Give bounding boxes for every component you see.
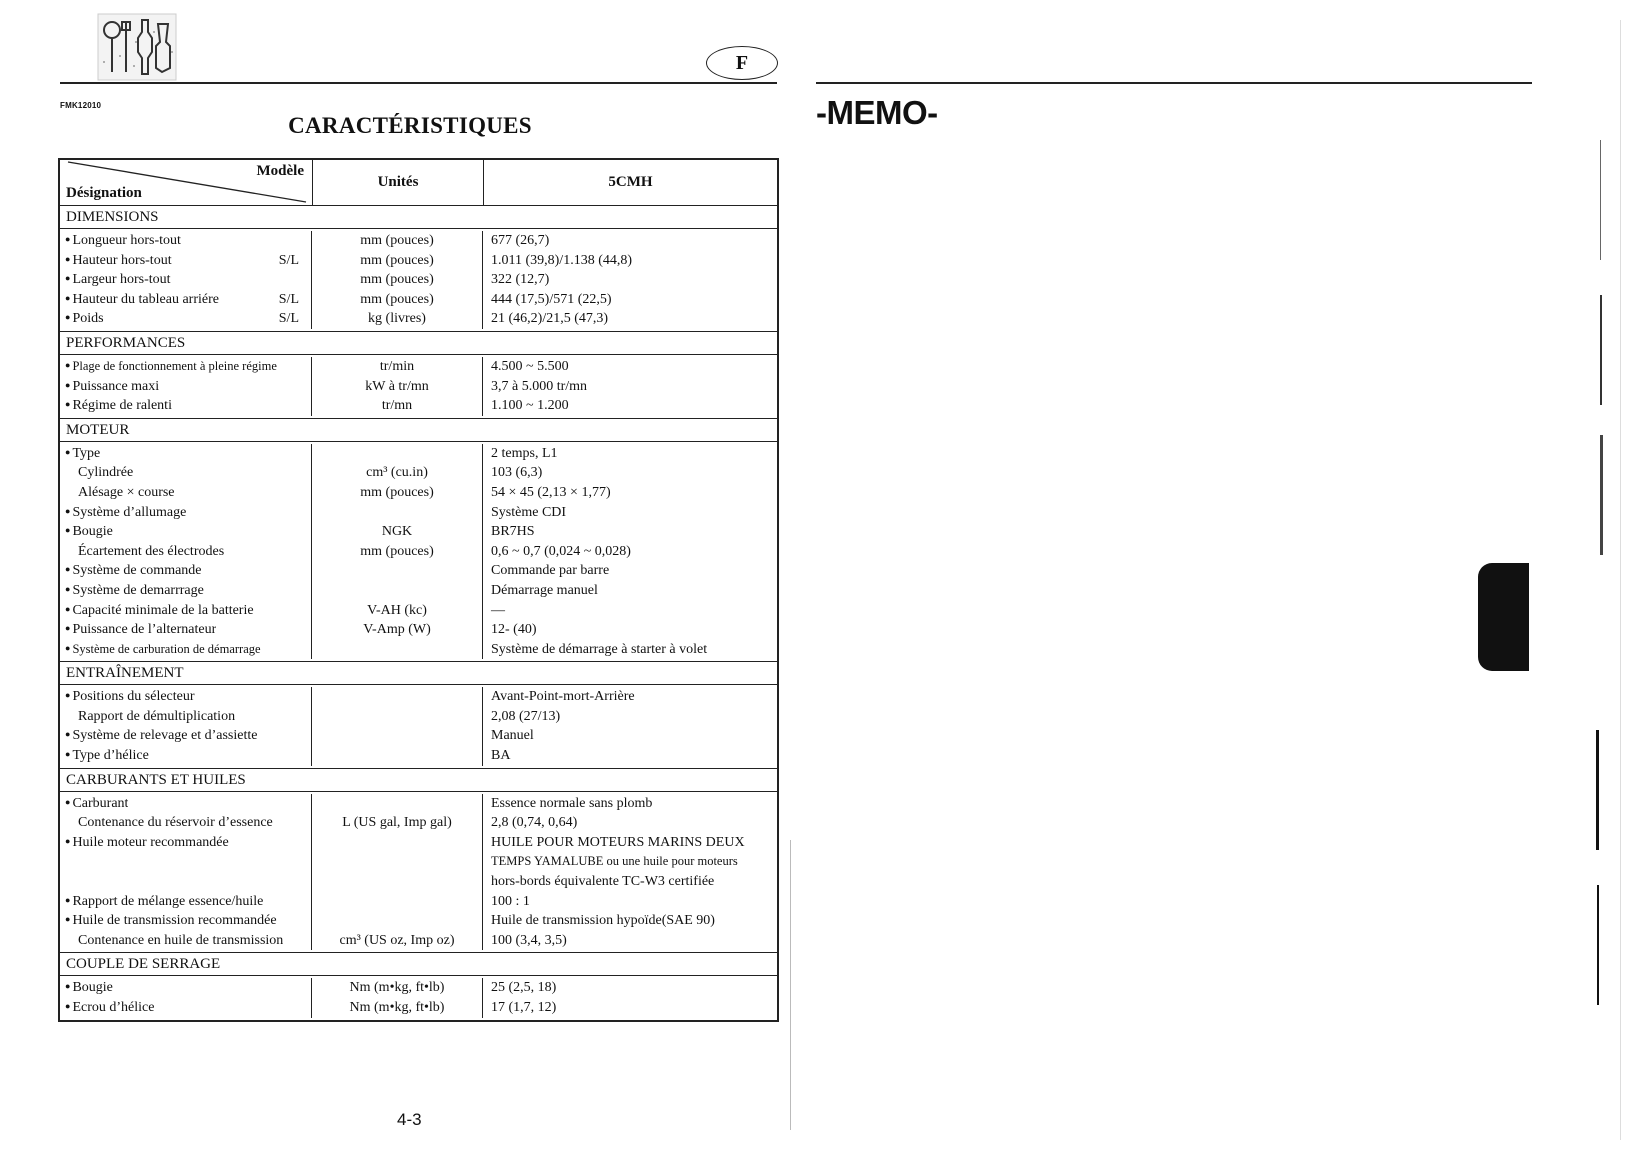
row-unit: cm³ (US oz, Imp oz) — [339, 932, 455, 948]
row-unit — [312, 833, 482, 853]
unit-column — [312, 357, 483, 416]
row-unit — [312, 707, 482, 727]
header-model-name: 5CMH — [608, 173, 653, 190]
designation-column — [60, 231, 312, 329]
row-value: 1.011 (39,8)/1.138 (44,8) — [491, 252, 633, 268]
designation-column — [60, 978, 312, 1017]
row-unit — [312, 746, 482, 766]
row-designation — [65, 911, 299, 931]
row-designation — [65, 707, 299, 727]
row-label: ● Bougie — [65, 522, 113, 542]
row-label: ● Rapport de mélange essence/huile — [65, 892, 263, 912]
row-designation — [65, 620, 299, 640]
row-suffix: S/L — [278, 311, 299, 327]
row-label: ● Largeur hors-tout — [65, 270, 171, 290]
row-label: ● Carburant — [65, 794, 128, 814]
page-number: 4-3 — [397, 1110, 422, 1129]
row-label: ● Plage de fonctionnement à pleine régime — [65, 357, 277, 377]
section-title: MOTEUR — [60, 419, 777, 442]
unit-column — [312, 231, 483, 329]
row-label: ● Hauteur hors-tout — [65, 251, 172, 271]
row-designation — [65, 522, 299, 542]
row-value: 444 (17,5)/571 (22,5) — [491, 291, 612, 307]
header-rule-left — [60, 82, 777, 84]
row-value: 322 (12,7) — [491, 272, 550, 288]
section-rows — [60, 976, 777, 1019]
row-designation — [65, 978, 299, 998]
row-value: 100 (3,4, 3,5) — [491, 932, 567, 948]
row-value: hors-bords équivalente TC-W3 certifiée — [491, 874, 715, 890]
section-rows — [60, 442, 777, 663]
row-designation — [65, 542, 299, 562]
header-modele: Modèle — [256, 163, 304, 179]
row-unit — [312, 872, 482, 892]
row-unit: mm (pouces) — [360, 272, 434, 288]
unit-column — [312, 444, 483, 660]
row-value: 100 : 1 — [491, 893, 530, 909]
row-label: ● Longueur hors-tout — [65, 231, 181, 251]
row-value: TEMPS YAMALUBE ou une huile pour moteurs — [491, 854, 738, 869]
row-value: BA — [491, 748, 511, 764]
row-unit — [312, 581, 482, 601]
center-fold-line — [790, 840, 791, 1130]
section-title: DIMENSIONS — [60, 206, 777, 229]
designation-column — [60, 794, 312, 951]
row-designation — [65, 687, 299, 707]
row-designation — [65, 483, 299, 503]
row-label: Contenance en huile de transmission — [78, 932, 284, 948]
row-label: ● Huile de transmission recommandée — [65, 911, 277, 931]
row-value: 103 (6,3) — [491, 465, 543, 481]
row-value: Manuel — [491, 728, 534, 744]
row-value: 17 (1,7, 12) — [491, 1000, 557, 1015]
row-designation — [65, 833, 299, 853]
row-unit — [312, 794, 482, 814]
margin-bar-5 — [1597, 885, 1599, 1005]
value-column — [483, 794, 777, 951]
designation-column — [60, 687, 312, 765]
row-designation — [65, 463, 299, 483]
row-label: ● Système de relevage et d’assiette — [65, 726, 257, 746]
edge-noise-line — [1620, 20, 1621, 1140]
section-title: CARBURANTS ET HUILES — [60, 769, 777, 792]
section-rows — [60, 792, 777, 954]
row-designation — [65, 357, 299, 377]
tools-logo-icon — [96, 12, 178, 82]
row-unit — [312, 726, 482, 746]
row-value: Avant-Point-mort-Arrière — [491, 689, 635, 705]
memo-title: -MEMO- — [816, 94, 938, 131]
row-designation — [65, 377, 299, 397]
value-column — [483, 231, 777, 329]
value-column — [483, 687, 777, 765]
row-label: ● Hauteur du tableau arriére — [65, 290, 219, 310]
row-designation — [65, 872, 299, 892]
row-unit — [312, 503, 482, 523]
row-unit — [312, 911, 482, 931]
row-label: ● Bougie — [65, 978, 113, 998]
header-unites: Unités — [313, 160, 484, 205]
row-unit: tr/min — [379, 358, 415, 374]
spec-table — [58, 158, 779, 1022]
row-unit: mm (pouces) — [360, 252, 434, 268]
row-value: — — [491, 602, 505, 618]
row-designation — [65, 561, 299, 581]
section-title: COUPLE DE SERRAGE — [60, 953, 777, 976]
row-designation — [65, 396, 299, 416]
value-column — [483, 444, 777, 660]
row-label: Cylindrée — [78, 465, 134, 481]
row-unit: mm (pouces) — [360, 484, 434, 500]
margin-bar-2 — [1600, 295, 1602, 405]
section-thumb-tab — [1478, 563, 1529, 671]
row-label: ● Huile moteur recommandée — [65, 833, 229, 853]
row-unit: L (US gal, Imp gal) — [342, 815, 452, 831]
row-value: Démarrage manuel — [491, 582, 598, 598]
row-unit: kg (livres) — [368, 311, 426, 327]
row-label: Rapport de démultiplication — [78, 708, 236, 724]
row-designation — [65, 746, 299, 766]
row-label: ● Régime de ralenti — [65, 396, 172, 416]
row-designation — [65, 892, 299, 912]
margin-bar-3 — [1600, 435, 1603, 555]
value-column — [483, 357, 777, 416]
row-value: 0,6 ~ 0,7 (0,024 ~ 0,028) — [491, 543, 631, 559]
unit-column — [312, 978, 483, 1017]
row-unit: mm (pouces) — [360, 543, 434, 559]
row-designation — [65, 503, 299, 523]
row-unit — [312, 444, 482, 464]
row-suffix: S/L — [278, 252, 299, 268]
value-column — [483, 978, 777, 1017]
row-suffix: S/L — [278, 291, 299, 307]
section-title: PERFORMANCES — [60, 332, 777, 355]
row-value: 1.100 ~ 1.200 — [491, 398, 569, 414]
row-unit: Nm (m•kg, ft•lb) — [349, 980, 445, 996]
row-value: 4.500 ~ 5.500 — [491, 358, 569, 374]
row-value: Système de démarrage à starter à volet — [491, 641, 708, 657]
unit-column — [312, 794, 483, 951]
row-designation — [65, 290, 299, 310]
row-unit — [312, 561, 482, 581]
row-label: ● Capacité minimale de la batterie — [65, 601, 254, 621]
row-designation — [65, 309, 299, 329]
row-designation — [65, 231, 299, 251]
row-value: 677 (26,7) — [491, 233, 550, 248]
unit-column — [312, 687, 483, 765]
row-designation — [65, 931, 299, 951]
language-badge: F — [706, 46, 778, 80]
header-designation-model-cell — [60, 160, 313, 205]
row-unit — [312, 687, 482, 707]
page-title: CARACTÉRISTIQUES — [288, 113, 532, 138]
header-designation: Désignation — [66, 185, 142, 201]
designation-column — [60, 444, 312, 660]
margin-bar-4 — [1596, 730, 1599, 850]
row-designation — [65, 601, 299, 621]
section-rows — [60, 685, 777, 768]
row-unit: V-Amp (W) — [363, 622, 431, 638]
row-label: ● Système de demarrrage — [65, 581, 204, 601]
row-designation — [65, 444, 299, 464]
row-label: ● Poids — [65, 309, 104, 329]
margin-bar-1 — [1600, 140, 1601, 260]
row-value: HUILE POUR MOTEURS MARINS DEUX — [491, 834, 745, 850]
row-designation — [65, 726, 299, 746]
row-value: 12- (40) — [491, 622, 537, 638]
row-designation — [65, 794, 299, 814]
section-rows — [60, 229, 777, 332]
row-label: ● Puissance de l’alternateur — [65, 620, 216, 640]
row-value: 2,8 (0,74, 0,64) — [491, 815, 578, 831]
row-designation — [65, 270, 299, 290]
row-unit — [312, 892, 482, 912]
row-unit: mm (pouces) — [360, 233, 434, 248]
row-value: Huile de transmission hypoïde(SAE 90) — [491, 913, 715, 929]
row-unit: mm (pouces) — [360, 291, 434, 307]
row-label: ● Ecrou d’hélice — [65, 998, 154, 1018]
row-designation — [65, 640, 299, 660]
row-value: 2 temps, L1 — [491, 445, 558, 461]
designation-column — [60, 357, 312, 416]
row-label: Alésage × course — [78, 484, 175, 500]
row-label: ● Système de carburation de démarrage — [65, 640, 261, 660]
row-unit: cm³ (cu.in) — [366, 465, 428, 481]
row-unit: V-AH (kc) — [367, 602, 427, 618]
row-designation — [65, 581, 299, 601]
row-unit — [312, 640, 482, 660]
row-label: ● Type d’hélice — [65, 746, 149, 766]
row-designation — [65, 813, 299, 833]
spec-sections — [60, 206, 777, 1020]
row-unit: tr/mn — [381, 398, 413, 414]
row-label: ● Système d’allumage — [65, 503, 186, 523]
row-value: 3,7 à 5.000 tr/mn — [491, 378, 588, 394]
row-value: Commande par barre — [491, 563, 610, 579]
row-label: ● Système de commande — [65, 561, 202, 581]
row-label: Contenance du réservoir d’essence — [78, 815, 273, 831]
section-rows — [60, 355, 777, 419]
document-code: FMK12010 — [60, 101, 102, 110]
section-title: ENTRAÎNEMENT — [60, 662, 777, 685]
row-designation — [65, 998, 299, 1018]
row-value: 54 × 45 (2,13 × 1,77) — [491, 484, 611, 500]
row-unit — [312, 852, 482, 872]
row-label: Écartement des électrodes — [78, 543, 225, 559]
row-label: ● Type — [65, 444, 100, 464]
header-rule-right — [816, 82, 1532, 84]
row-value: BR7HS — [491, 524, 535, 540]
row-unit: Nm (m•kg, ft•lb) — [349, 1000, 445, 1015]
row-designation — [65, 852, 299, 872]
row-unit: NGK — [381, 524, 413, 540]
row-value: 25 (2,5, 18) — [491, 980, 557, 996]
row-label: ● Positions du sélecteur — [65, 687, 195, 707]
row-value: 21 (46,2)/21,5 (47,3) — [491, 311, 609, 327]
row-value: 2,08 (27/13) — [491, 708, 561, 724]
row-label: ● Puissance maxi — [65, 377, 159, 397]
row-value: Essence normale sans plomb — [491, 795, 653, 811]
row-value: Système CDI — [491, 504, 567, 520]
spec-table-header — [60, 160, 777, 206]
row-unit: kW à tr/mn — [365, 378, 429, 394]
row-designation — [65, 251, 299, 271]
